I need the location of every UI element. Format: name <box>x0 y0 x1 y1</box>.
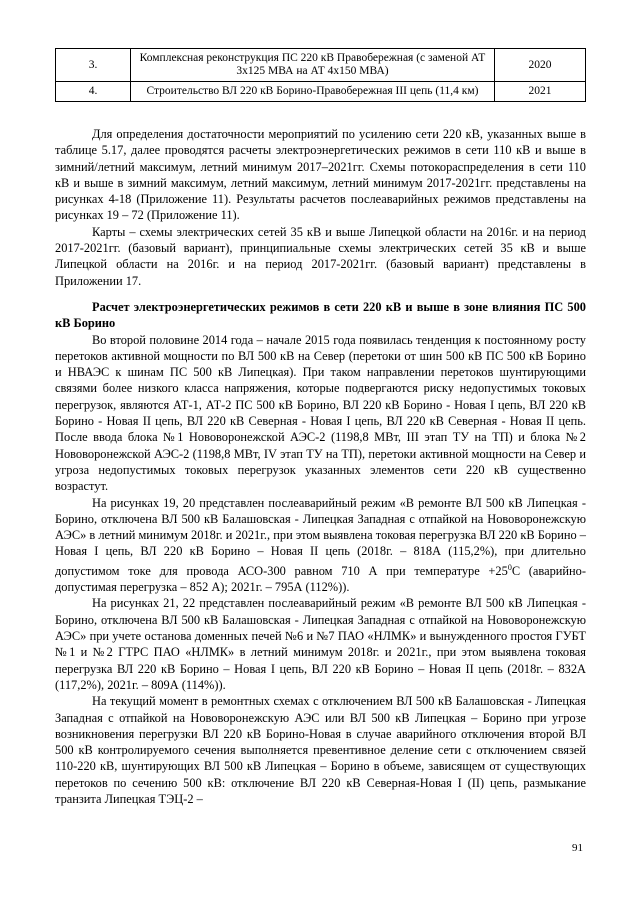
table-cell-number: 3. <box>56 49 131 82</box>
paragraph <box>55 495 586 596</box>
section-heading: Расчет электроэнергетических режимов в сети 220 кВ и выше в зоне влияния ПС 500 кВ Борино <box>55 299 586 331</box>
paragraph: Карты – схемы электрических сетей 35 кВ и выше Липецкой области на 2016г. и на период 2017-2021гг. (базовый вариант), принципиальные схемы электрических сетей 35 кВ и выше Липецкой области на 2016г. и на период 2017-2021гг. (базовый вариант) представлены в Приложении 17. <box>55 224 586 288</box>
paragraph-text: На рисунках 19, 20 представлен послеаварийный режим «В ремонте ВЛ 500 кВ Липецкая - Борино, отключена ВЛ 500 кВ Балашовская - Липецкая Западная с отпайкой на Нововоронежскую АЭС» в летний минимум 2018г. и 2021г., при этом выявлена токовая перегрузка ВЛ 220 кВ Борино – Новая I цепь, ВЛ 220 кВ Борино – Новая II цепь (2018г. – 818А (115,2%), при длительно допустимом токе для провода АСО-300 равном 710 А при температуре +25 <box>55 495 586 578</box>
table-cell-year: 2021 <box>495 82 586 102</box>
page-number: 91 <box>572 842 583 854</box>
measures-table <box>55 48 586 102</box>
table-row <box>56 49 586 82</box>
table-row <box>56 82 586 102</box>
paragraph: Во второй половине 2014 года – начале 2015 года появилась тенденция к постоянному росту перетоков активной мощности по ВЛ 500 кВ на Север (перетоки от шин 500 кВ ПС 500 кВ Борино и НВАЭС к шинам ПС 500 кВ Липецкая). При таком направлении перетоков шунтирующими связями более низкого класса напряжения, которые подвергаются риску недопустимых токовых перегрузок, являются АТ-1, АТ-2 ПС 500 кВ Борино, ВЛ 220 кВ Борино - Новая I цепь, ВЛ 220 кВ Борино - Новая II цепь, ВЛ 220 кВ Северная - Новая I цепь, ВЛ 220 кВ Северная - Новая II цепь. После ввода блока №1 Нововоронежской АЭС-2 (1198,8 МВт, III этап ТУ на ТП) и блока №2 Нововоронежской АЭС-2 (1198,8 МВт, IV этап ТУ на ТП), перетоки активной мощности на Север и угроза недопустимых токовых перегрузок указанных элементов сети 220 кВ существенно возрастут. <box>55 332 586 494</box>
table-cell-description: Комплексная реконструкция ПС 220 кВ Правобережная (с заменой АТ 3х125 МВА на АТ 4х150 МВА) <box>131 49 495 82</box>
paragraph-text: С (аварийно-допустимая перегрузка – 852 А); 2021г. – 795А (112%)). <box>55 563 587 595</box>
table-cell-year: 2020 <box>495 49 586 82</box>
superscript: 0 <box>507 562 512 572</box>
table-cell-number: 4. <box>56 82 131 102</box>
paragraph: На текущий момент в ремонтных схемах с отключением ВЛ 500 кВ Балашовская - Липецкая Западная с отпайкой на Нововоронежскую АЭС или ВЛ 500 кВ Липецкая – Борино при угрозе возникновения перегрузки ВЛ 220 кВ Борино-Новая в случае аварийного отключения второй ВЛ 500 кВ контролируемого сечения выполняется превентивное деление сети с отключением связей 110-220 кВ, шунтирующих ВЛ 500 кВ Липецкая – Борино в объеме, зависящем от существующих перетоков по сечению 500 кВ: отключение ВЛ 220 кВ Северная-Новая I (II) цепь, размыкание транзита Липецкая ТЭЦ-2 – <box>55 694 586 806</box>
document-body <box>55 126 586 807</box>
paragraph: На рисунках 21, 22 представлен послеаварийный режим «В ремонте ВЛ 500 кВ Липецкая - Борино, отключена ВЛ 500 кВ Балашовская - Липецкая Западная с отпайкой на Нововоронежскую АЭС» при учете останова доменных печей №6 и №7 ПАО «НЛМК» и вынужденного простоя ГУБТ №1 и №2 ГТРС ПАО «НЛМК» в летний минимум 2018г. и 2021г., при этом выявлена токовая перегрузка ВЛ 220 кВ Борино – Новая I цепь, ВЛ 220 кВ Борино – Новая II цепь (2018г. – 832А (117,2%), 2021г. – 809А (114%)). <box>55 596 586 692</box>
paragraph: Для определения достаточности мероприятий по усилению сети 220 кВ, указанных выше в таблице 5.17, далее проводятся расчеты электроэнергетических режимов в сети 110 кВ и выше в зимний/летний максимум, летний минимум 2017–2021гг. Схемы потокораспределения в сети 110 кВ и выше в зимний максимум, летний максимум, летний минимум 2017-2021гг. представлены на рисунках 4-18 (Приложение 11). Результаты расчетов послеаварийных режимов представлены на рисунках 19 – 72 (Приложение 11). <box>55 127 586 223</box>
table-cell-description: Строительство ВЛ 220 кВ Борино-Правобережная III цепь (11,4 км) <box>131 82 495 102</box>
